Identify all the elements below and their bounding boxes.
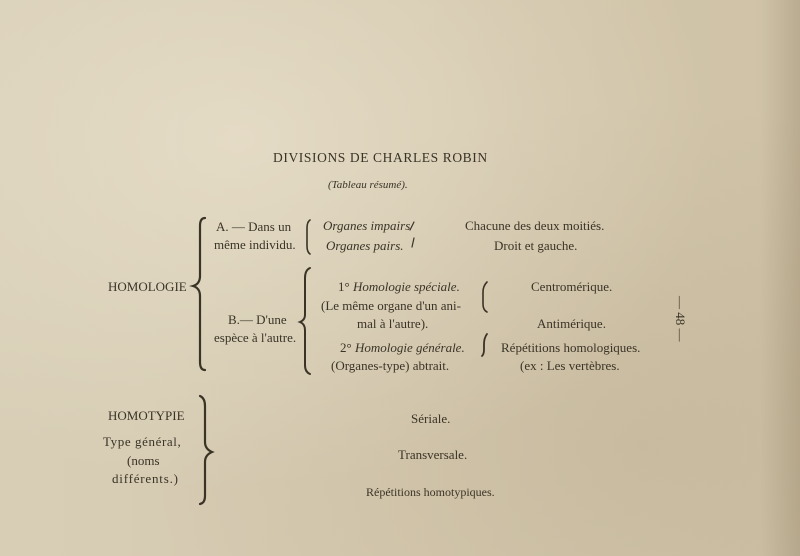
speciale-desc-line2: mal à l'autre). (357, 316, 429, 331)
homologie-b-line2: espèce à l'autre. (214, 330, 297, 345)
bracket-b (300, 268, 310, 374)
generale-number: 2° (340, 340, 352, 355)
homologie-a-line1: A. — Dans un (216, 219, 292, 234)
homotypie-desc-line2: (noms (127, 453, 160, 468)
chacune-des-deux-moities: Chacune des deux moitiés. (465, 218, 605, 233)
speciale-title: Homologie spéciale. (352, 279, 460, 294)
droit-et-gauche: Droit et gauche. (494, 238, 578, 253)
page-number: — 48 — (673, 296, 688, 342)
bracket-homologie (193, 218, 205, 370)
speciale-desc-line1: (Le même organe d'un ani- (321, 298, 461, 313)
transversale: Transversale. (398, 447, 468, 462)
homotypie-desc-line1: Type général, (103, 434, 182, 449)
homologie-generale (340, 340, 465, 356)
repetitions-homotypiques: Répétitions homotypiques. (366, 485, 495, 499)
antimerique: Antimérique. (537, 316, 606, 331)
bracket-organes-right-top (410, 222, 414, 230)
organes-impairs: Organes impairs (323, 218, 411, 233)
seriale: Sériale. (411, 411, 451, 426)
homotypie-label: HOMOTYPIE (108, 408, 185, 423)
bracket-organes-right-bottom (412, 238, 414, 247)
repetitions-homologiques: Répétitions homologiques. (501, 340, 641, 355)
bracket-generale (482, 334, 487, 356)
homotypie-desc-line3: différents.) (112, 471, 179, 486)
homologie-b-line1: B.— D'une (228, 312, 287, 327)
generale-title: Homologie générale. (354, 340, 465, 355)
centromerique: Centromérique. (531, 279, 613, 294)
page-subtitle: (Tableau résumé). (328, 179, 408, 191)
homologie-label: HOMOLOGIE (108, 279, 187, 294)
bracket-a (307, 220, 310, 254)
organes-pairs: Organes pairs. (326, 238, 404, 253)
generale-desc: (Organes-type) abtrait. (331, 358, 450, 373)
homologie-a-line2: même individu. (214, 237, 296, 252)
homologie-speciale (338, 279, 460, 295)
exemple-vertebres: (ex : Les vertèbres. (520, 358, 620, 373)
speciale-number: 1° (338, 279, 350, 294)
bracket-speciale (483, 282, 487, 312)
bracket-homotypie (200, 396, 212, 504)
page-title: DIVISIONS DE CHARLES ROBIN (273, 150, 488, 165)
